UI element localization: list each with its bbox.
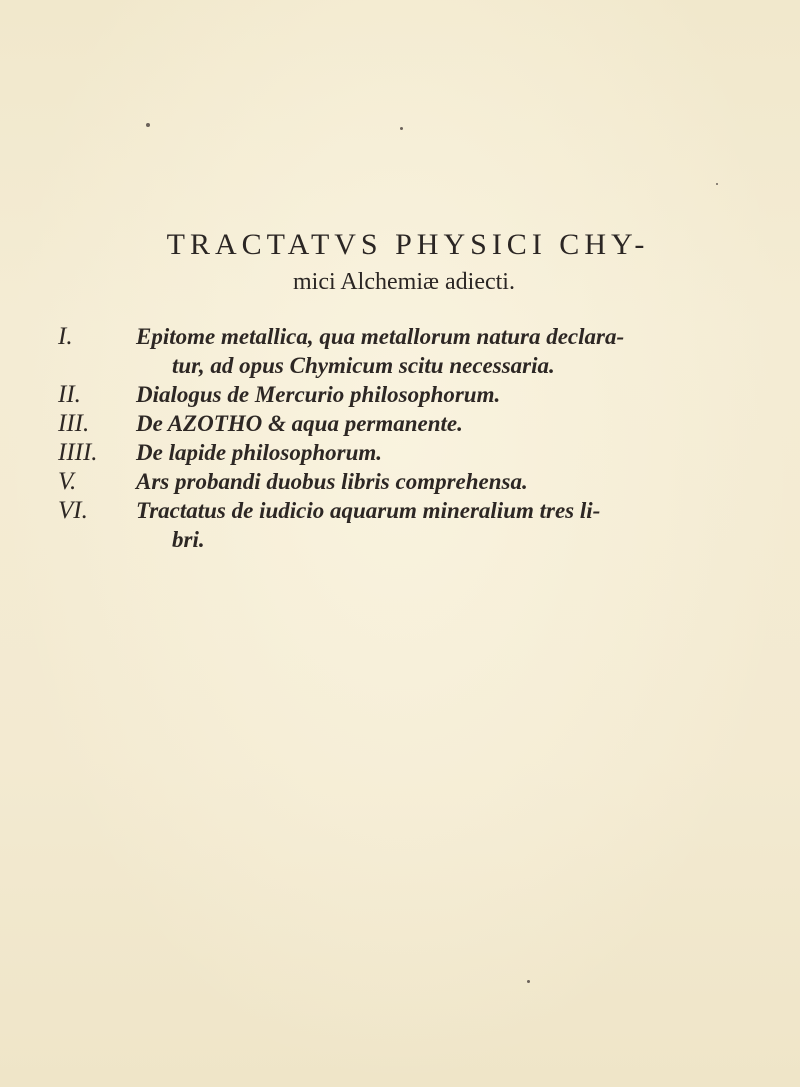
entry-title-continuation: tur, ad opus Chymicum scitu necessaria. xyxy=(172,353,555,378)
entry-title: Tractatus de iudicio aquarum mineralium tres li- xyxy=(136,498,601,523)
ink-speck xyxy=(400,127,403,130)
entry-title: Ars probandi duobus libris comprehensa. xyxy=(136,469,528,494)
toc-entry xyxy=(58,438,770,467)
entry-numeral: III. xyxy=(58,410,90,437)
entry-title-continuation: bri. xyxy=(172,527,205,552)
entry-numeral: VI. xyxy=(58,497,88,524)
entry-numeral: II. xyxy=(58,381,81,408)
table-of-contents xyxy=(58,322,770,554)
entry-title: De lapide philosophorum. xyxy=(136,440,383,465)
ink-speck xyxy=(527,980,530,983)
entry-numeral: IIII. xyxy=(58,439,98,466)
entry-title: Epitome metallica, qua metallorum natura declara- xyxy=(136,324,625,349)
entry-title: Dialogus de Mercurio philosophorum. xyxy=(136,382,501,407)
entry-title: De AZOTHO & aqua permanente. xyxy=(136,411,463,436)
ink-speck xyxy=(716,183,718,185)
toc-entry xyxy=(58,496,770,554)
page-title xyxy=(0,228,800,300)
title-line-1: TRACTATVS PHYSICI CHY- xyxy=(166,228,650,261)
title-line-2: mici Alchemiæ adiecti. xyxy=(293,269,515,295)
toc-entry xyxy=(58,409,770,438)
ink-speck xyxy=(146,123,150,127)
toc-entry xyxy=(58,322,770,380)
toc-entry xyxy=(58,467,770,496)
entry-numeral: I. xyxy=(58,323,73,350)
entry-numeral: V. xyxy=(58,468,77,495)
toc-entry xyxy=(58,380,770,409)
